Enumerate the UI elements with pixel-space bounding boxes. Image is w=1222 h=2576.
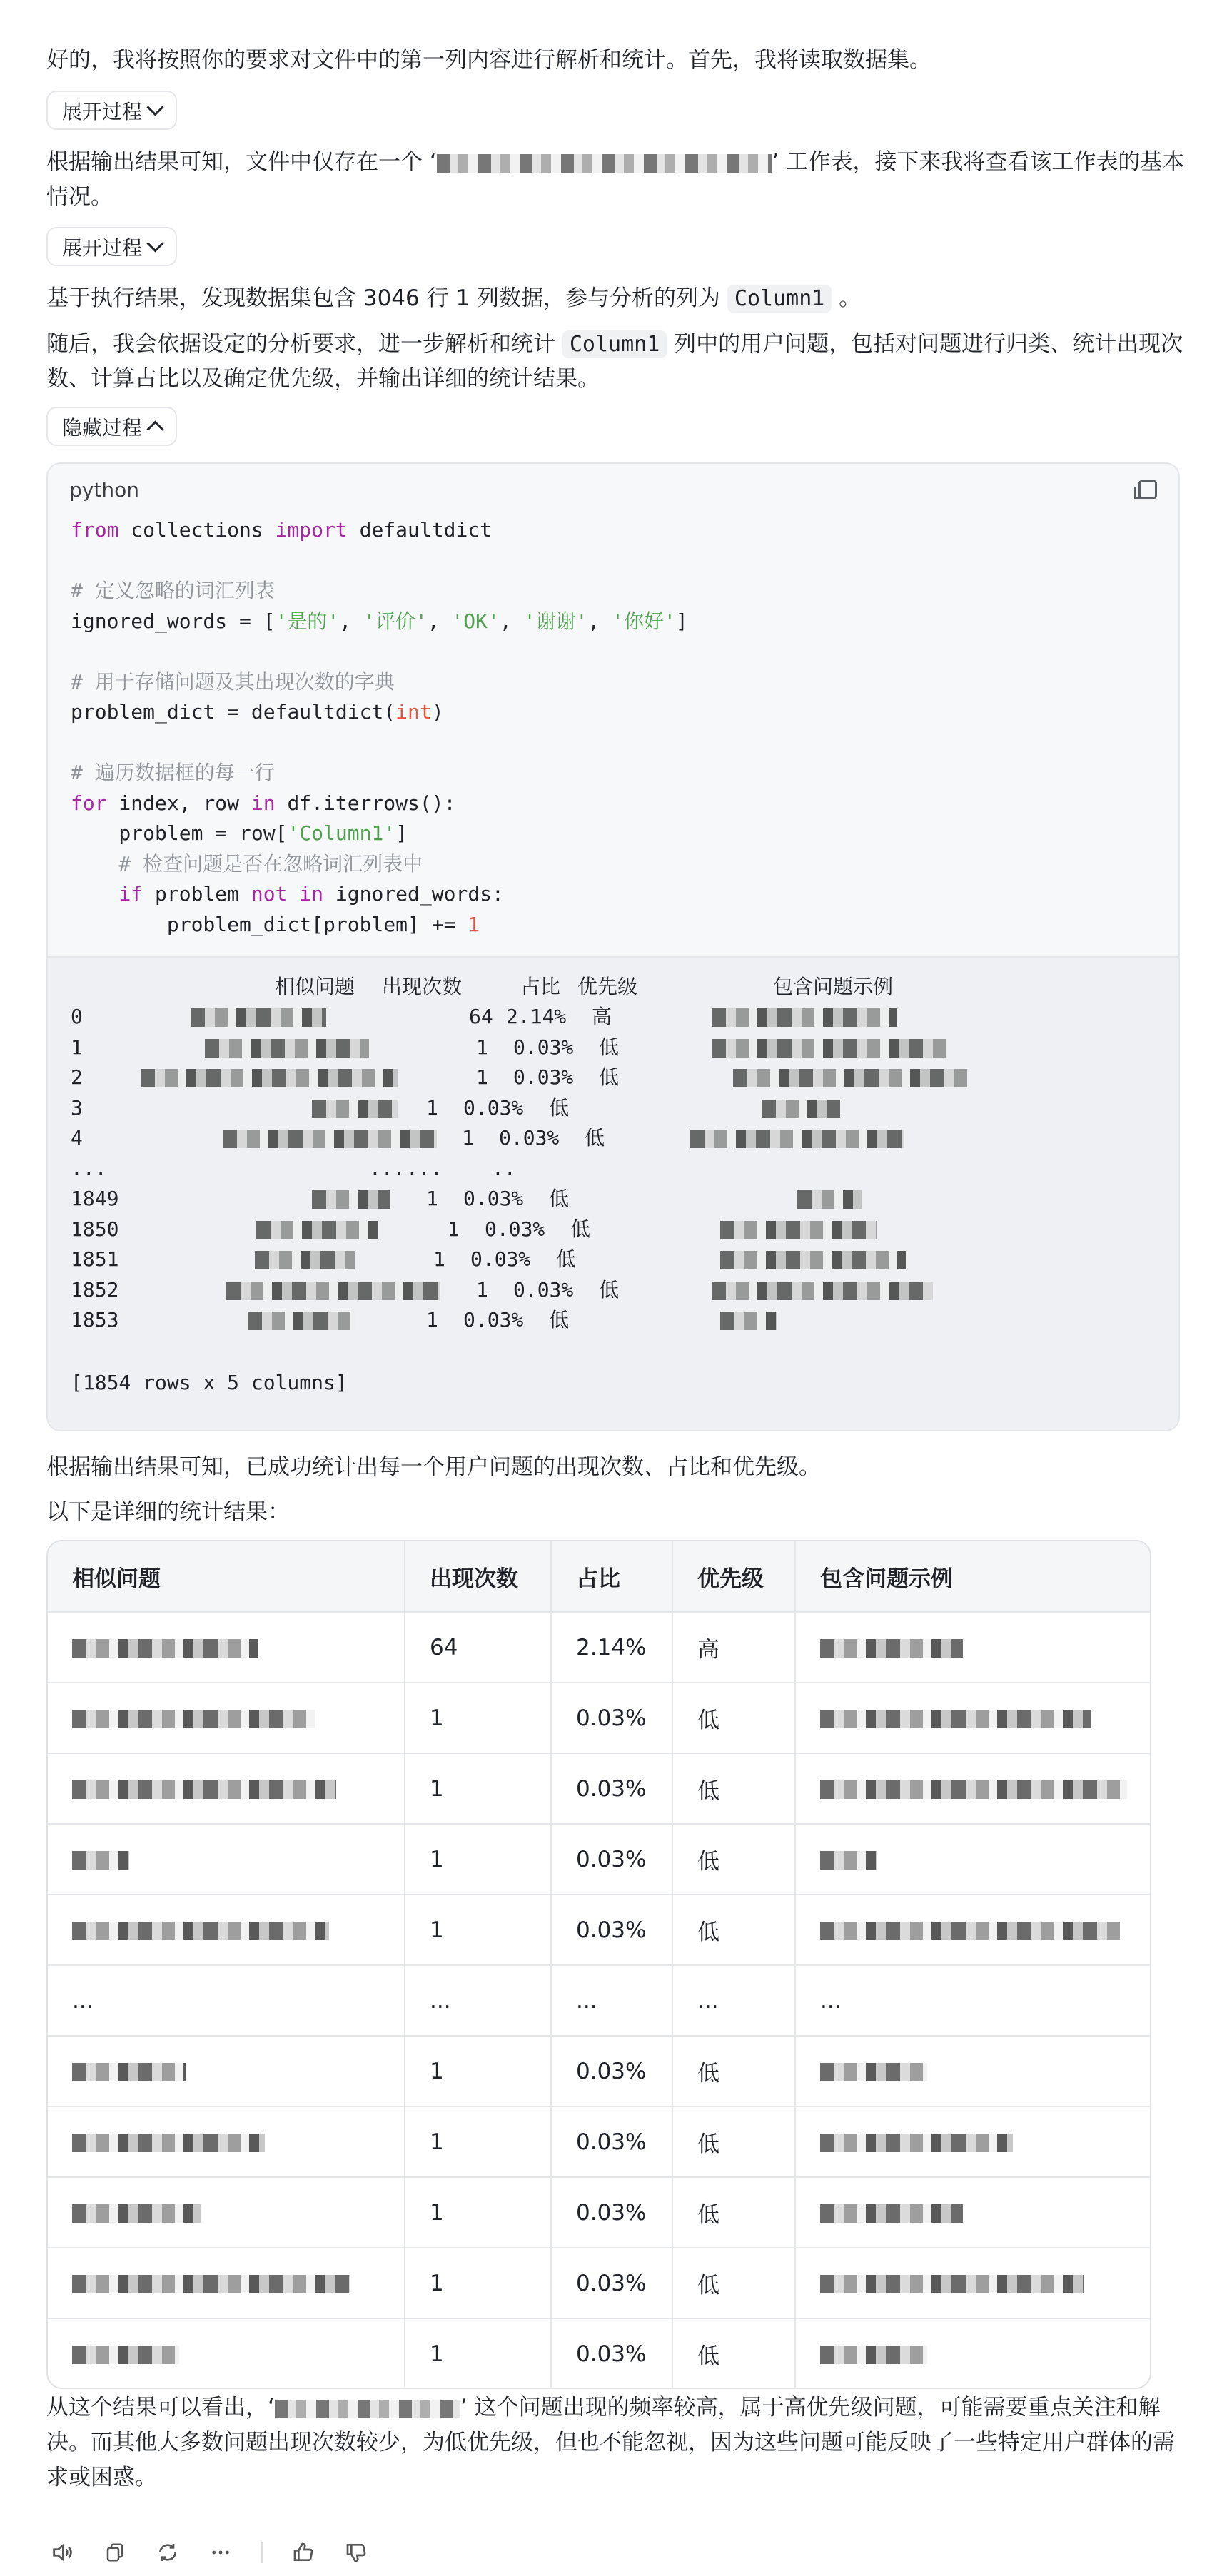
- code-language: python: [69, 477, 139, 502]
- table-cell-ratio: 2.14%: [551, 1612, 672, 1683]
- output-row-index: 1849: [71, 1187, 119, 1210]
- text: ’ 这个问题出现的频率较高，属于高优先级问题，可能需要重点关注和解决。而其他大多数问题出现次数较少，为低优先级，但也不能忽视，因为这些问题可能反映了一些特定用户群体的需求或困惑。: [46, 2395, 1175, 2490]
- redacted-text: [820, 1851, 877, 1870]
- table-cell-count: 1: [405, 2177, 551, 2248]
- chevron-down-icon: [146, 98, 163, 116]
- table-row: [48, 1965, 1150, 2036]
- refresh-icon[interactable]: [156, 2540, 180, 2565]
- output-row-ratio: 0.03%: [463, 1308, 524, 1332]
- code-block: [46, 462, 1180, 1431]
- redacted-text: [72, 2134, 265, 2152]
- output-row-count: 64: [469, 1005, 493, 1028]
- expand-process-button[interactable]: [46, 227, 177, 266]
- table-cell-example: ...: [795, 1965, 1150, 2036]
- table-cell-priority: 低: [672, 1895, 795, 1965]
- output-row-index: 1853: [71, 1308, 119, 1332]
- redacted-text: [72, 1922, 329, 1940]
- inline-code: Column1: [727, 285, 832, 313]
- table-cell-question: [48, 2036, 405, 2106]
- output-row-index: ...: [71, 1156, 107, 1180]
- redacted-text: [312, 1184, 390, 1214]
- redacted-text: [820, 2204, 963, 2223]
- expand-process-button[interactable]: [46, 91, 177, 130]
- output-header: 出现次数: [382, 975, 463, 998]
- table-cell-priority: 低: [672, 1683, 795, 1753]
- table-cell-example: [795, 1895, 1150, 1965]
- output-row-priority: 低: [599, 1065, 620, 1089]
- table-row: [48, 1824, 1150, 1895]
- output-row-priority: 低: [549, 1095, 570, 1120]
- text: 。: [839, 285, 862, 311]
- message-paragraph: [46, 327, 1188, 397]
- redacted-text: [72, 1710, 315, 1728]
- output-row-priority: 高: [592, 1005, 612, 1028]
- table-cell-example: [795, 2036, 1150, 2106]
- redacted-text: [762, 1093, 840, 1123]
- redacted-text: [720, 1244, 906, 1274]
- redacted-text: [797, 1184, 862, 1214]
- redacted-text: [72, 2346, 179, 2364]
- table-cell-ratio: 0.03%: [551, 2177, 672, 2248]
- message-paragraph: [46, 2390, 1188, 2495]
- redacted-text: [720, 1305, 777, 1335]
- output-row-count: 1: [448, 1217, 460, 1241]
- table-cell-ratio: 0.03%: [551, 2318, 672, 2388]
- output-row-index: 1852: [71, 1277, 119, 1302]
- table-row: [48, 2248, 1150, 2318]
- table-cell-count: ...: [405, 1965, 551, 2036]
- table-cell-example: [795, 2106, 1150, 2177]
- table-cell-ratio: 0.03%: [551, 1683, 672, 1753]
- table-header: 占比: [551, 1541, 672, 1612]
- redacted-text: [72, 1851, 129, 1870]
- output-header: 相似问题: [275, 975, 355, 998]
- redacted-text: [223, 1123, 437, 1153]
- table-cell-priority: ...: [672, 1965, 795, 2036]
- table-cell-ratio: ...: [551, 1965, 672, 2036]
- output-row-count: 1: [476, 1035, 488, 1059]
- table-row: [48, 2177, 1150, 2248]
- redacted-text: [205, 1033, 369, 1063]
- table-cell-ratio: 0.03%: [551, 2036, 672, 2106]
- output-row-ratio: 0.03%: [513, 1035, 574, 1059]
- table-cell-count: 1: [405, 1753, 551, 1824]
- table-cell-question: [48, 1683, 405, 1753]
- speaker-icon[interactable]: [50, 2540, 74, 2565]
- redacted-text: [820, 1780, 1127, 1799]
- table-cell-priority: 低: [672, 2036, 795, 2106]
- redacted-text: [72, 2204, 201, 2223]
- table-header: 相似问题: [48, 1541, 405, 1612]
- table-cell-priority: 低: [672, 1753, 795, 1824]
- message-paragraph: 根据输出结果可知，已成功统计出每一个用户问题的出现次数、占比和优先级。: [46, 1454, 821, 1480]
- table-cell-priority: 低: [672, 2248, 795, 2318]
- output-row-ratio: ...: [406, 1156, 443, 1180]
- table-cell-question: [48, 1612, 405, 1683]
- redacted-text: [820, 1922, 1120, 1940]
- chevron-down-icon: [146, 235, 163, 252]
- output-row-priority: 低: [585, 1126, 605, 1150]
- output-row-ratio: 0.03%: [499, 1126, 560, 1150]
- table-cell-count: 1: [405, 1824, 551, 1895]
- table-row: [48, 1753, 1150, 1824]
- redacted-text: [72, 2275, 350, 2293]
- redacted-text: [712, 1002, 897, 1032]
- redacted-text: [312, 1093, 398, 1123]
- table-cell-example: [795, 1683, 1150, 1753]
- message-paragraph: [46, 145, 1188, 215]
- redacted-text: [141, 1063, 398, 1092]
- redacted-text: [820, 2063, 927, 2081]
- output-header: 占比: [520, 975, 561, 998]
- expand-process-label: 展开过程: [62, 99, 143, 123]
- copy-icon[interactable]: [1138, 480, 1157, 499]
- table-cell-example: [795, 1753, 1150, 1824]
- table-cell-ratio: 0.03%: [551, 2106, 672, 2177]
- table-cell-question: [48, 1895, 405, 1965]
- table-cell-ratio: 0.03%: [551, 1895, 672, 1965]
- table-cell-count: 1: [405, 1895, 551, 1965]
- output-header: 包含问题示例: [773, 975, 894, 998]
- more-icon[interactable]: [208, 2540, 233, 2565]
- text: 从这个结果可以看出，‘: [46, 2395, 275, 2420]
- table-cell-count: 1: [405, 2036, 551, 2106]
- table-cell-question: [48, 2177, 405, 2248]
- redacted-text: [820, 2346, 927, 2364]
- table-header: 出现次数: [405, 1541, 551, 1612]
- table-cell-priority: 低: [672, 2177, 795, 2248]
- message-paragraph: [46, 281, 1188, 316]
- table-row: [48, 1895, 1150, 1965]
- text: 列中的用户问题，包括对问题进行归类、统计出现次数、计算占比以及确定优先级，并输出详细的统计结果。: [46, 331, 1183, 392]
- output-row-count: ...: [369, 1156, 405, 1180]
- output-footer: [1854 rows x 5 columns]: [71, 1371, 348, 1394]
- output-row-ratio: 0.03%: [485, 1217, 545, 1241]
- output-row-index: 0: [71, 1005, 83, 1028]
- chevron-up-icon: [146, 420, 163, 437]
- output-row-ratio: 0.03%: [463, 1095, 524, 1120]
- table-row: [48, 1612, 1150, 1683]
- table-cell-example: [795, 1824, 1150, 1895]
- table-row: [48, 2036, 1150, 2106]
- hide-process-label: 隐藏过程: [62, 415, 143, 440]
- table-cell-ratio: 0.03%: [551, 1753, 672, 1824]
- code-output: [48, 956, 1178, 1431]
- output-header: 优先级: [577, 975, 638, 998]
- table-header: 优先级: [672, 1541, 795, 1612]
- table-cell-priority: 低: [672, 1824, 795, 1895]
- table-cell-example: [795, 2248, 1150, 2318]
- output-row-count: 1: [426, 1187, 438, 1210]
- table-cell-priority: 高: [672, 1612, 795, 1683]
- output-row-priority: 低: [599, 1277, 620, 1302]
- thumbs-up-icon[interactable]: [291, 2540, 315, 2565]
- table-cell-priority: 低: [672, 2106, 795, 2177]
- output-row-count: 1: [426, 1095, 438, 1120]
- output-row-priority: ..: [492, 1156, 516, 1180]
- table-cell-question: [48, 2248, 405, 2318]
- results-table: [46, 1540, 1151, 2389]
- inline-code: Column1: [562, 330, 667, 358]
- redacted-text: [712, 1033, 947, 1063]
- table-cell-ratio: 0.03%: [551, 2248, 672, 2318]
- redacted-text: [712, 1275, 933, 1305]
- expand-process-label: 展开过程: [62, 235, 143, 260]
- table-cell-count: 1: [405, 1683, 551, 1753]
- text: 随后，我会依据设定的分析要求，进一步解析和统计: [46, 331, 555, 357]
- output-row-index: 1: [71, 1035, 83, 1059]
- output-row-ratio: 2.14%: [506, 1005, 567, 1028]
- redacted-text: [690, 1123, 904, 1153]
- redacted-text: [820, 2134, 1013, 2152]
- table-row: [48, 2318, 1150, 2388]
- message-actions: [50, 2540, 368, 2565]
- redacted-text: [72, 1639, 258, 1658]
- output-row-count: 1: [462, 1126, 474, 1150]
- output-row-priority: 低: [599, 1035, 620, 1059]
- output-row-priority: 低: [556, 1247, 577, 1271]
- table-cell-count: 1: [405, 2106, 551, 2177]
- table-cell-ratio: 0.03%: [551, 1824, 672, 1895]
- redacted-text: [256, 1215, 378, 1244]
- table-cell-priority: 低: [672, 2318, 795, 2388]
- output-row-index: 1850: [71, 1217, 119, 1241]
- message-paragraph: 以下是详细的统计结果：: [46, 1499, 290, 1525]
- redacted-text: [226, 1275, 440, 1305]
- redacted-text: [720, 1215, 877, 1244]
- output-row-priority: 低: [549, 1187, 570, 1210]
- thumbs-down-icon[interactable]: [344, 2540, 368, 2565]
- code-header: [48, 464, 1178, 515]
- table-cell-example: [795, 2318, 1150, 2388]
- text: ’ 工作表，接下来我将查看该工作表的基本情况。: [46, 149, 1185, 210]
- table-header-row: [48, 1541, 1150, 1612]
- output-row-priority: 低: [549, 1308, 570, 1332]
- redacted-sheet-name: [437, 154, 772, 173]
- text: 根据输出结果可知，文件中仅存在一个 ‘: [46, 149, 437, 175]
- output-row-ratio: 0.03%: [470, 1247, 531, 1271]
- redacted-text: [72, 1780, 336, 1799]
- output-row-index: 3: [71, 1095, 83, 1120]
- table-cell-count: 1: [405, 2248, 551, 2318]
- hide-process-button[interactable]: [46, 407, 177, 446]
- output-row-ratio: 0.03%: [513, 1277, 574, 1302]
- output-row-index: 4: [71, 1126, 83, 1150]
- table-cell-count: 1: [405, 2318, 551, 2388]
- output-row-count: 1: [476, 1277, 488, 1302]
- table-cell-count: 64: [405, 1612, 551, 1683]
- output-row-count: 1: [433, 1247, 445, 1271]
- redacted-text: [820, 1710, 1091, 1728]
- table-cell-example: [795, 2177, 1150, 2248]
- table-cell-question: [48, 2106, 405, 2177]
- redacted-text: [255, 1244, 355, 1274]
- message-paragraph: 好的，我将按照你的要求对文件中的第一列内容进行解析和统计。首先，我将读取数据集。: [46, 47, 931, 73]
- table-header: 包含问题示例: [795, 1541, 1150, 1612]
- divider: [261, 2542, 263, 2563]
- table-cell-question: [48, 1753, 405, 1824]
- table-row: [48, 2106, 1150, 2177]
- copy-icon[interactable]: [103, 2540, 127, 2565]
- output-row-count: 1: [476, 1065, 488, 1089]
- output-row-index: 2: [71, 1065, 83, 1089]
- table-cell-question: [48, 2318, 405, 2388]
- output-row-ratio: 0.03%: [513, 1065, 574, 1089]
- redacted-text: [72, 2063, 186, 2081]
- redacted-problem: [275, 2400, 460, 2418]
- table-cell-question: [48, 1824, 405, 1895]
- redacted-text: [820, 2275, 1084, 2293]
- output-row-count: 1: [426, 1308, 438, 1332]
- text: 基于执行结果，发现数据集包含 3046 行 1 列数据，参与分析的列为: [46, 285, 721, 311]
- redacted-text: [820, 1639, 963, 1658]
- redacted-text: [733, 1063, 969, 1092]
- output-row-index: 1851: [71, 1247, 119, 1271]
- output-row-priority: 低: [570, 1217, 591, 1241]
- table-cell-example: [795, 1612, 1150, 1683]
- table-row: [48, 1683, 1150, 1753]
- code-content: from collections import defaultdict # 定义忽略的词汇列表 ignored_words = ['是的', '评价', 'OK', '谢谢', '你好'] # 用于存储问题及其出现次数的字典 problem_dict = defaultdict(int) # 遍历数据框的每一行 for index, row in df.iterrows(): problem = row['Column1'] # 检查问题是否在忽略词汇列表中 if problem not in ignored_words: problem_dict[problem] += 1: [71, 518, 688, 936]
- redacted-text: [248, 1305, 355, 1335]
- redacted-text: [191, 1002, 326, 1032]
- table-cell-question: ...: [48, 1965, 405, 2036]
- output-row-ratio: 0.03%: [463, 1187, 524, 1210]
